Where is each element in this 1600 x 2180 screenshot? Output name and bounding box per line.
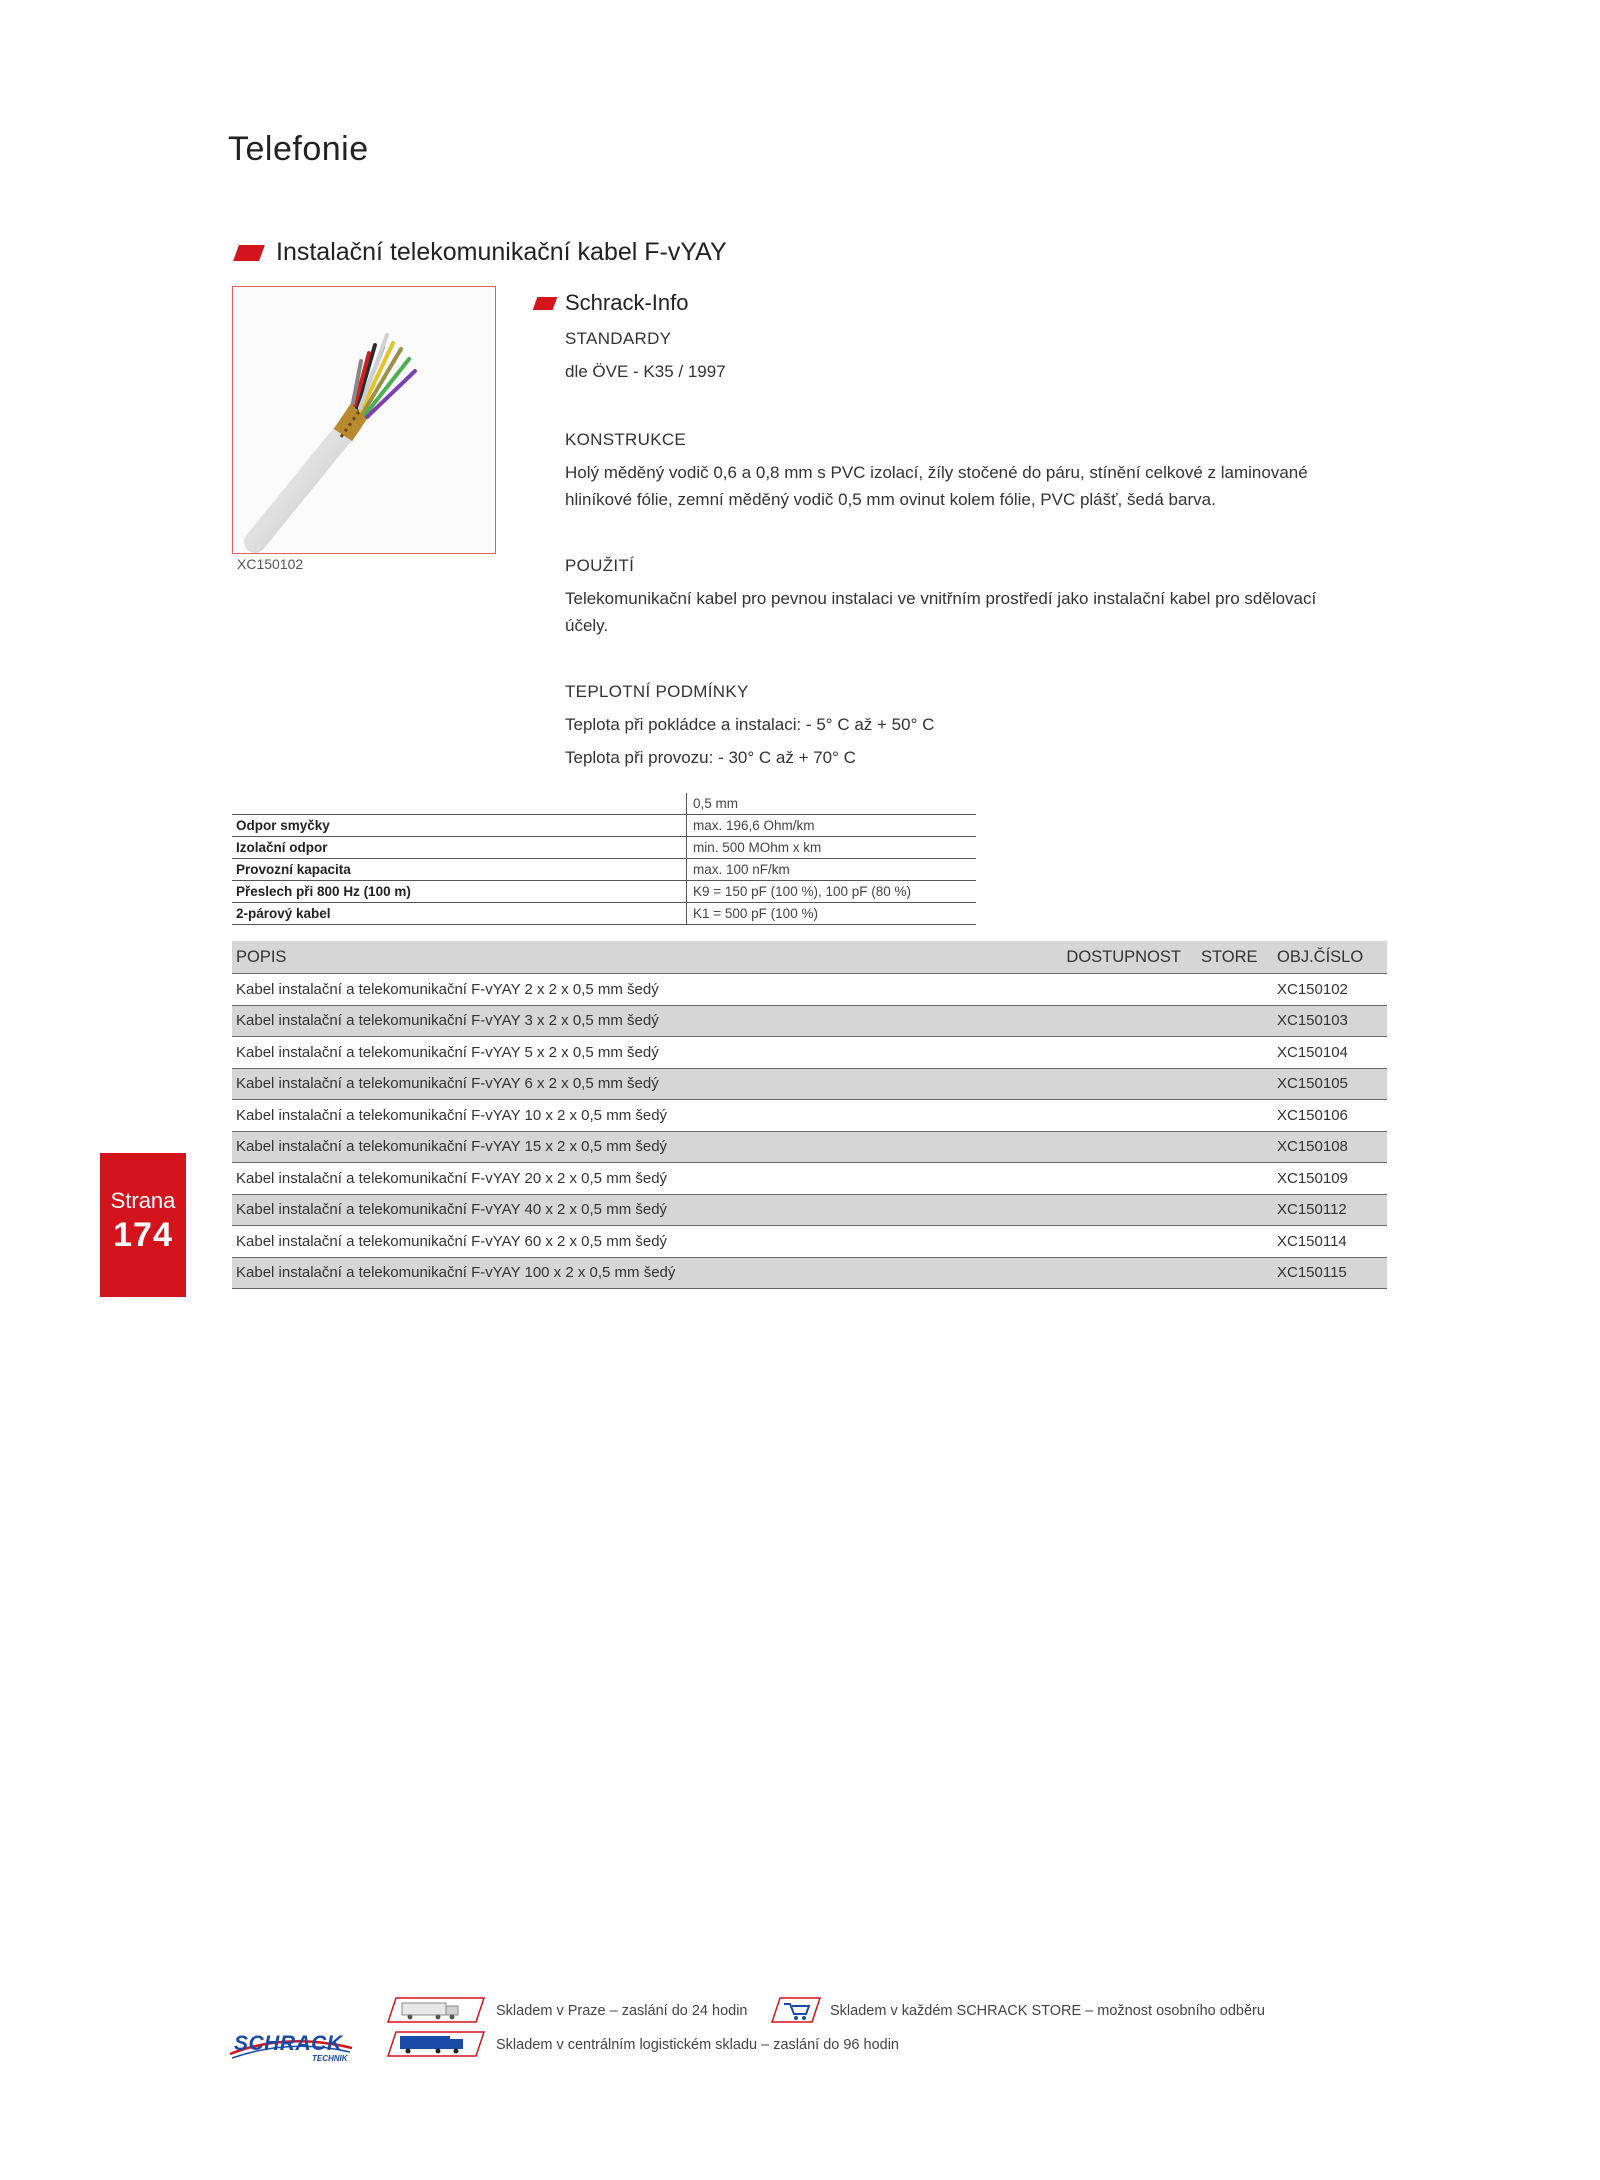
- header-obj-cislo: OBJ.ČÍSLO: [1277, 947, 1364, 966]
- spec-table: [232, 793, 976, 925]
- spec-label: Přeslech při 800 Hz (100 m): [236, 884, 411, 899]
- logo-subtext: TECHNIK: [312, 2054, 348, 2063]
- product-number: XC150112: [1277, 1201, 1347, 1219]
- truck-praha-icon: [386, 1996, 486, 2029]
- page-number: 174: [113, 1216, 173, 1254]
- spec-value: min. 500 MOhm x km: [686, 837, 976, 858]
- product-number: XC150103: [1277, 1012, 1348, 1030]
- product-desc: Kabel instalační a telekomunikační F-vYAY 6 x 2 x 0,5 mm šedý: [236, 1075, 659, 1093]
- spec-label: Provozní kapacita: [236, 862, 351, 877]
- teplota-line-1: Teplota při pokládce a instalaci: - 5° C až + 50° C: [565, 715, 935, 734]
- info-title-text: Schrack-Info: [565, 290, 689, 315]
- legend-central-text: Skladem v centrálním logistickém skladu – zaslání do 96 hodin: [496, 2037, 899, 2053]
- spec-label: 2-párový kabel: [236, 906, 331, 921]
- product-desc: Kabel instalační a telekomunikační F-vYAY 15 x 2 x 0,5 mm šedý: [236, 1138, 668, 1156]
- page-title: Telefonie: [228, 130, 369, 168]
- legend-store-text: Skladem v každém SCHRACK STORE – možnost osobního odběru: [830, 2003, 1265, 2019]
- product-number: XC150104: [1277, 1043, 1348, 1061]
- product-photo: [232, 286, 496, 554]
- photo-caption: XC150102: [237, 556, 304, 572]
- store-cart-icon: [770, 1996, 822, 2029]
- table-row: [232, 974, 1387, 1006]
- cable-illustration-icon: [233, 287, 495, 553]
- table-row: [232, 1006, 1387, 1038]
- table-row: [232, 1100, 1387, 1132]
- red-marker-icon: [233, 245, 265, 261]
- product-desc: Kabel instalační a telekomunikační F-vYAY 60 x 2 x 0,5 mm šedý: [236, 1232, 668, 1250]
- table-row: [232, 1069, 1387, 1101]
- product-table: [232, 941, 1387, 1289]
- logo-text: SCHRACK: [234, 2032, 343, 2055]
- legend-praha-text: Skladem v Praze – zaslání do 24 hodin: [496, 2003, 748, 2019]
- standardy-heading: STANDARDY: [565, 329, 672, 348]
- product-number: XC150102: [1277, 980, 1348, 998]
- pouziti-heading: POUŽITÍ: [565, 556, 635, 575]
- product-number: XC150108: [1277, 1138, 1348, 1156]
- table-row: [232, 1037, 1387, 1069]
- table-row: [232, 1132, 1387, 1164]
- teplota-heading: TEPLOTNÍ PODMÍNKY: [565, 682, 749, 701]
- konstrukce-text: Holý měděný vodič 0,6 a 0,8 mm s PVC izolací, žíly stočené do páru, stínění celkové z laminované hliníkové fólie, zemní měděný vodič 0,5 mm ovinut kolem fólie, PVC plášť, šedá barva.: [565, 463, 1308, 509]
- info-title: [535, 290, 689, 316]
- section-title-text: Instalační telekomunikační kabel F-vYAY: [276, 238, 727, 266]
- spec-row: [232, 903, 976, 925]
- spec-row: [232, 881, 976, 903]
- product-desc: Kabel instalační a telekomunikační F-vYAY 100 x 2 x 0,5 mm šedý: [236, 1264, 676, 1282]
- page-tab-label: Strana: [110, 1188, 176, 1213]
- product-desc: Kabel instalační a telekomunikační F-vYAY 2 x 2 x 0,5 mm šedý: [236, 980, 659, 998]
- table-row: [232, 1226, 1387, 1258]
- spec-row: [232, 859, 976, 881]
- product-desc: Kabel instalační a telekomunikační F-vYAY 3 x 2 x 0,5 mm šedý: [236, 1012, 659, 1030]
- spec-value: K1 = 500 pF (100 %): [686, 903, 976, 924]
- header-popis: POPIS: [236, 947, 287, 966]
- spec-header-value: 0,5 mm: [686, 793, 976, 814]
- red-marker-icon: [533, 297, 558, 310]
- truck-central-icon: [386, 2030, 486, 2063]
- table-row: [232, 1195, 1387, 1227]
- product-number: XC150106: [1277, 1106, 1348, 1124]
- konstrukce-block: [565, 426, 1355, 513]
- schrack-logo: [226, 2030, 356, 2069]
- section-title: [236, 238, 727, 267]
- standardy-text: dle ÖVE - K35 / 1997: [565, 362, 726, 381]
- teplota-line-2: Teplota při provozu: - 30° C až + 70° C: [565, 748, 856, 767]
- spec-label: Izolační odpor: [236, 840, 328, 855]
- spec-value: K9 = 150 pF (100 %), 100 pF (80 %): [686, 881, 976, 902]
- product-desc: Kabel instalační a telekomunikační F-vYAY 10 x 2 x 0,5 mm šedý: [236, 1106, 668, 1124]
- standardy-block: [565, 325, 1355, 385]
- page-number-tab: [100, 1153, 186, 1297]
- spec-value: max. 196,6 Ohm/km: [686, 815, 976, 836]
- product-desc: Kabel instalační a telekomunikační F-vYAY 5 x 2 x 0,5 mm šedý: [236, 1043, 659, 1061]
- konstrukce-heading: KONSTRUKCE: [565, 430, 687, 449]
- teplota-block: [565, 678, 1355, 771]
- product-number: XC150115: [1277, 1264, 1347, 1282]
- pouziti-text: Telekomunikační kabel pro pevnou instalaci ve vnitřním prostředí jako instalační kabel pro sdělovací účely.: [565, 589, 1317, 635]
- product-desc: Kabel instalační a telekomunikační F-vYAY 20 x 2 x 0,5 mm šedý: [236, 1169, 668, 1187]
- table-row: [232, 1163, 1387, 1195]
- spec-header-row: [232, 793, 976, 815]
- product-desc: Kabel instalační a telekomunikační F-vYAY 40 x 2 x 0,5 mm šedý: [236, 1201, 668, 1219]
- product-number: XC150105: [1277, 1075, 1348, 1093]
- spec-row: [232, 837, 976, 859]
- spec-value: max. 100 nF/km: [686, 859, 976, 880]
- product-number: XC150114: [1277, 1232, 1347, 1250]
- product-table-header: [232, 941, 1387, 974]
- product-number: XC150109: [1277, 1169, 1348, 1187]
- pouziti-block: [565, 552, 1355, 639]
- spec-row: [232, 815, 976, 837]
- table-row: [232, 1258, 1387, 1290]
- header-dostupnost: DOSTUPNOST: [1066, 947, 1181, 966]
- header-store: STORE: [1201, 947, 1258, 966]
- spec-label: Odpor smyčky: [236, 818, 330, 833]
